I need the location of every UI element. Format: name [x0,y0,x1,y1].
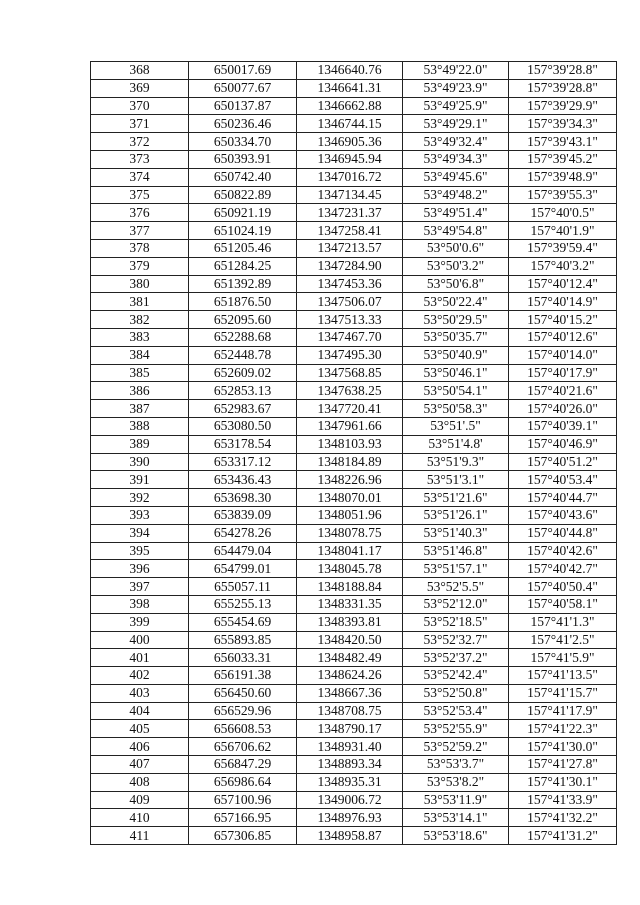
table-row [91,542,617,560]
point-number-cell: 388 [91,417,189,435]
latitude-cell: 53°51'4.8' [403,435,509,453]
easting-cell: 656706.62 [189,738,297,756]
latitude-cell: 53°51'21.6" [403,489,509,507]
longitude-cell: 157°41'22.3" [509,720,617,738]
table-row [91,133,617,151]
table-row [91,773,617,791]
northing-cell: 1348393.81 [297,613,403,631]
latitude-cell: 53°49'54.8" [403,222,509,240]
point-number-cell: 399 [91,613,189,631]
easting-cell: 650334.70 [189,133,297,151]
northing-cell: 1347513.33 [297,311,403,329]
point-number-cell: 387 [91,400,189,418]
latitude-cell: 53°53'11.9" [403,791,509,809]
table-row [91,560,617,578]
easting-cell: 653317.12 [189,453,297,471]
northing-cell: 1348958.87 [297,827,403,845]
northing-cell: 1348041.17 [297,542,403,560]
easting-cell: 654479.04 [189,542,297,560]
easting-cell: 652983.67 [189,400,297,418]
longitude-cell: 157°39'29.9" [509,97,617,115]
point-number-cell: 382 [91,311,189,329]
longitude-cell: 157°39'55.3" [509,186,617,204]
longitude-cell: 157°39'45.2" [509,150,617,168]
table-row [91,115,617,133]
easting-cell: 652288.68 [189,328,297,346]
northing-cell: 1347213.57 [297,239,403,257]
latitude-cell: 53°51'26.1" [403,506,509,524]
table-row [91,471,617,489]
latitude-cell: 53°49'45.6" [403,168,509,186]
point-number-cell: 392 [91,489,189,507]
northing-cell: 1348935.31 [297,773,403,791]
longitude-cell: 157°41'31.2" [509,827,617,845]
table-row [91,150,617,168]
latitude-cell: 53°50'3.2" [403,257,509,275]
latitude-cell: 53°50'0.6" [403,239,509,257]
latitude-cell: 53°53'8.2" [403,773,509,791]
coordinate-table-page [90,61,616,845]
point-number-cell: 384 [91,346,189,364]
table-row [91,738,617,756]
point-number-cell: 395 [91,542,189,560]
latitude-cell: 53°49'29.1" [403,115,509,133]
table-row [91,62,617,80]
point-number-cell: 379 [91,257,189,275]
table-row [91,809,617,827]
table-row [91,702,617,720]
longitude-cell: 157°40'39.1" [509,417,617,435]
latitude-cell: 53°50'6.8" [403,275,509,293]
point-number-cell: 374 [91,168,189,186]
latitude-cell: 53°51'9.3" [403,453,509,471]
table-row [91,311,617,329]
northing-cell: 1348931.40 [297,738,403,756]
easting-cell: 650236.46 [189,115,297,133]
latitude-cell: 53°52'5.5" [403,578,509,596]
table-row [91,631,617,649]
easting-cell: 653178.54 [189,435,297,453]
easting-cell: 653080.50 [189,417,297,435]
longitude-cell: 157°40'1.9" [509,222,617,240]
longitude-cell: 157°40'50.4" [509,578,617,596]
longitude-cell: 157°41'32.2" [509,809,617,827]
latitude-cell: 53°51'.5" [403,417,509,435]
longitude-cell: 157°40'44.8" [509,524,617,542]
longitude-cell: 157°40'0.5" [509,204,617,222]
northing-cell: 1348667.36 [297,684,403,702]
point-number-cell: 375 [91,186,189,204]
northing-cell: 1349006.72 [297,791,403,809]
easting-cell: 656986.64 [189,773,297,791]
longitude-cell: 157°39'28.8" [509,79,617,97]
point-number-cell: 400 [91,631,189,649]
point-number-cell: 398 [91,595,189,613]
northing-cell: 1347453.36 [297,275,403,293]
northing-cell: 1347016.72 [297,168,403,186]
point-number-cell: 409 [91,791,189,809]
latitude-cell: 53°53'3.7" [403,756,509,774]
longitude-cell: 157°39'59.4" [509,239,617,257]
latitude-cell: 53°50'40.9" [403,346,509,364]
easting-cell: 650017.69 [189,62,297,80]
northing-cell: 1347720.41 [297,400,403,418]
table-row [91,578,617,596]
longitude-cell: 157°41'15.7" [509,684,617,702]
table-row [91,489,617,507]
table-row [91,791,617,809]
longitude-cell: 157°40'42.7" [509,560,617,578]
latitude-cell: 53°51'3.1" [403,471,509,489]
northing-cell: 1346905.36 [297,133,403,151]
northing-cell: 1348624.26 [297,667,403,685]
point-number-cell: 393 [91,506,189,524]
point-number-cell: 401 [91,649,189,667]
easting-cell: 651392.89 [189,275,297,293]
easting-cell: 651876.50 [189,293,297,311]
northing-cell: 1348184.89 [297,453,403,471]
northing-cell: 1347961.66 [297,417,403,435]
longitude-cell: 157°41'30.1" [509,773,617,791]
longitude-cell: 157°40'3.2" [509,257,617,275]
northing-cell: 1347134.45 [297,186,403,204]
northing-cell: 1346744.15 [297,115,403,133]
point-number-cell: 406 [91,738,189,756]
easting-cell: 654799.01 [189,560,297,578]
easting-cell: 655255.13 [189,595,297,613]
latitude-cell: 53°53'18.6" [403,827,509,845]
easting-cell: 656608.53 [189,720,297,738]
northing-cell: 1347231.37 [297,204,403,222]
point-number-cell: 410 [91,809,189,827]
table-row [91,649,617,667]
easting-cell: 650137.87 [189,97,297,115]
latitude-cell: 53°49'51.4" [403,204,509,222]
easting-cell: 650393.91 [189,150,297,168]
longitude-cell: 157°40'14.9" [509,293,617,311]
latitude-cell: 53°52'42.4" [403,667,509,685]
table-row [91,756,617,774]
northing-cell: 1346640.76 [297,62,403,80]
longitude-cell: 157°41'30.0" [509,738,617,756]
easting-cell: 652448.78 [189,346,297,364]
table-row [91,595,617,613]
table-row [91,364,617,382]
table-row [91,79,617,97]
longitude-cell: 157°40'26.0" [509,400,617,418]
longitude-cell: 157°40'21.6" [509,382,617,400]
table-row [91,417,617,435]
longitude-cell: 157°40'14.0" [509,346,617,364]
latitude-cell: 53°52'18.5" [403,613,509,631]
northing-cell: 1346945.94 [297,150,403,168]
northing-cell: 1347506.07 [297,293,403,311]
latitude-cell: 53°50'54.1" [403,382,509,400]
latitude-cell: 53°52'50.8" [403,684,509,702]
northing-cell: 1348708.75 [297,702,403,720]
table-row [91,684,617,702]
point-number-cell: 390 [91,453,189,471]
easting-cell: 656033.31 [189,649,297,667]
longitude-cell: 157°41'2.5" [509,631,617,649]
northing-cell: 1346662.88 [297,97,403,115]
northing-cell: 1348420.50 [297,631,403,649]
easting-cell: 652853.13 [189,382,297,400]
point-number-cell: 411 [91,827,189,845]
easting-cell: 656191.38 [189,667,297,685]
easting-cell: 656450.60 [189,684,297,702]
northing-cell: 1348078.75 [297,524,403,542]
easting-cell: 656847.29 [189,756,297,774]
longitude-cell: 157°40'46.9" [509,435,617,453]
easting-cell: 651284.25 [189,257,297,275]
easting-cell: 657100.96 [189,791,297,809]
easting-cell: 650921.19 [189,204,297,222]
northing-cell: 1347258.41 [297,222,403,240]
easting-cell: 653436.43 [189,471,297,489]
easting-cell: 652095.60 [189,311,297,329]
table-row [91,293,617,311]
table-row [91,257,617,275]
northing-cell: 1346641.31 [297,79,403,97]
point-number-cell: 408 [91,773,189,791]
point-number-cell: 369 [91,79,189,97]
point-number-cell: 386 [91,382,189,400]
northing-cell: 1348103.93 [297,435,403,453]
northing-cell: 1348070.01 [297,489,403,507]
longitude-cell: 157°40'44.7" [509,489,617,507]
point-number-cell: 394 [91,524,189,542]
longitude-cell: 157°41'17.9" [509,702,617,720]
northing-cell: 1347284.90 [297,257,403,275]
table-row [91,275,617,293]
northing-cell: 1348893.34 [297,756,403,774]
latitude-cell: 53°49'32.4" [403,133,509,151]
table-row [91,222,617,240]
table-row [91,827,617,845]
easting-cell: 650077.67 [189,79,297,97]
point-number-cell: 377 [91,222,189,240]
latitude-cell: 53°50'35.7" [403,328,509,346]
easting-cell: 657166.95 [189,809,297,827]
longitude-cell: 157°39'34.3" [509,115,617,133]
longitude-cell: 157°40'17.9" [509,364,617,382]
easting-cell: 655893.85 [189,631,297,649]
easting-cell: 650742.40 [189,168,297,186]
longitude-cell: 157°41'27.8" [509,756,617,774]
point-number-cell: 383 [91,328,189,346]
longitude-cell: 157°41'33.9" [509,791,617,809]
northing-cell: 1347467.70 [297,328,403,346]
point-number-cell: 405 [91,720,189,738]
easting-cell: 651024.19 [189,222,297,240]
easting-cell: 656529.96 [189,702,297,720]
longitude-cell: 157°39'43.1" [509,133,617,151]
latitude-cell: 53°52'53.4" [403,702,509,720]
latitude-cell: 53°52'12.0" [403,595,509,613]
easting-cell: 650822.89 [189,186,297,204]
longitude-cell: 157°40'12.4" [509,275,617,293]
point-number-cell: 396 [91,560,189,578]
point-number-cell: 376 [91,204,189,222]
table-row [91,400,617,418]
table-row [91,346,617,364]
point-number-cell: 373 [91,150,189,168]
longitude-cell: 157°40'53.4" [509,471,617,489]
latitude-cell: 53°49'23.9" [403,79,509,97]
longitude-cell: 157°41'5.9" [509,649,617,667]
longitude-cell: 157°41'1.3" [509,613,617,631]
longitude-cell: 157°40'42.6" [509,542,617,560]
table-row [91,168,617,186]
point-number-cell: 378 [91,239,189,257]
latitude-cell: 53°51'57.1" [403,560,509,578]
table-row [91,613,617,631]
point-number-cell: 370 [91,97,189,115]
point-number-cell: 389 [91,435,189,453]
latitude-cell: 53°52'55.9" [403,720,509,738]
longitude-cell: 157°40'58.1" [509,595,617,613]
latitude-cell: 53°50'29.5" [403,311,509,329]
northing-cell: 1348226.96 [297,471,403,489]
northing-cell: 1347638.25 [297,382,403,400]
latitude-cell: 53°50'46.1" [403,364,509,382]
northing-cell: 1348045.78 [297,560,403,578]
latitude-cell: 53°53'14.1" [403,809,509,827]
northing-cell: 1347568.85 [297,364,403,382]
easting-cell: 653698.30 [189,489,297,507]
easting-cell: 655454.69 [189,613,297,631]
latitude-cell: 53°52'37.2" [403,649,509,667]
longitude-cell: 157°39'48.9" [509,168,617,186]
easting-cell: 657306.85 [189,827,297,845]
point-number-cell: 402 [91,667,189,685]
latitude-cell: 53°52'59.2" [403,738,509,756]
table-row [91,453,617,471]
latitude-cell: 53°49'34.3" [403,150,509,168]
table-row [91,382,617,400]
coordinate-table-body [91,62,617,845]
easting-cell: 654278.26 [189,524,297,542]
easting-cell: 653839.09 [189,506,297,524]
longitude-cell: 157°41'13.5" [509,667,617,685]
latitude-cell: 53°49'25.9" [403,97,509,115]
easting-cell: 652609.02 [189,364,297,382]
table-row [91,524,617,542]
point-number-cell: 391 [91,471,189,489]
longitude-cell: 157°40'43.6" [509,506,617,524]
longitude-cell: 157°40'15.2" [509,311,617,329]
point-number-cell: 403 [91,684,189,702]
latitude-cell: 53°50'22.4" [403,293,509,311]
northing-cell: 1348331.35 [297,595,403,613]
table-row [91,97,617,115]
point-number-cell: 397 [91,578,189,596]
latitude-cell: 53°50'58.3" [403,400,509,418]
point-number-cell: 380 [91,275,189,293]
latitude-cell: 53°51'46.8" [403,542,509,560]
table-row [91,667,617,685]
easting-cell: 655057.11 [189,578,297,596]
northing-cell: 1347495.30 [297,346,403,364]
easting-cell: 651205.46 [189,239,297,257]
table-row [91,506,617,524]
point-number-cell: 407 [91,756,189,774]
point-number-cell: 372 [91,133,189,151]
table-row [91,239,617,257]
point-number-cell: 368 [91,62,189,80]
latitude-cell: 53°52'32.7" [403,631,509,649]
coordinate-table [90,61,617,845]
northing-cell: 1348790.17 [297,720,403,738]
table-row [91,186,617,204]
latitude-cell: 53°49'48.2" [403,186,509,204]
northing-cell: 1348051.96 [297,506,403,524]
table-row [91,720,617,738]
point-number-cell: 371 [91,115,189,133]
point-number-cell: 404 [91,702,189,720]
northing-cell: 1348188.84 [297,578,403,596]
longitude-cell: 157°40'51.2" [509,453,617,471]
longitude-cell: 157°39'28.8" [509,62,617,80]
northing-cell: 1348482.49 [297,649,403,667]
point-number-cell: 381 [91,293,189,311]
longitude-cell: 157°40'12.6" [509,328,617,346]
table-row [91,435,617,453]
table-row [91,204,617,222]
point-number-cell: 385 [91,364,189,382]
table-row [91,328,617,346]
latitude-cell: 53°49'22.0" [403,62,509,80]
latitude-cell: 53°51'40.3" [403,524,509,542]
northing-cell: 1348976.93 [297,809,403,827]
